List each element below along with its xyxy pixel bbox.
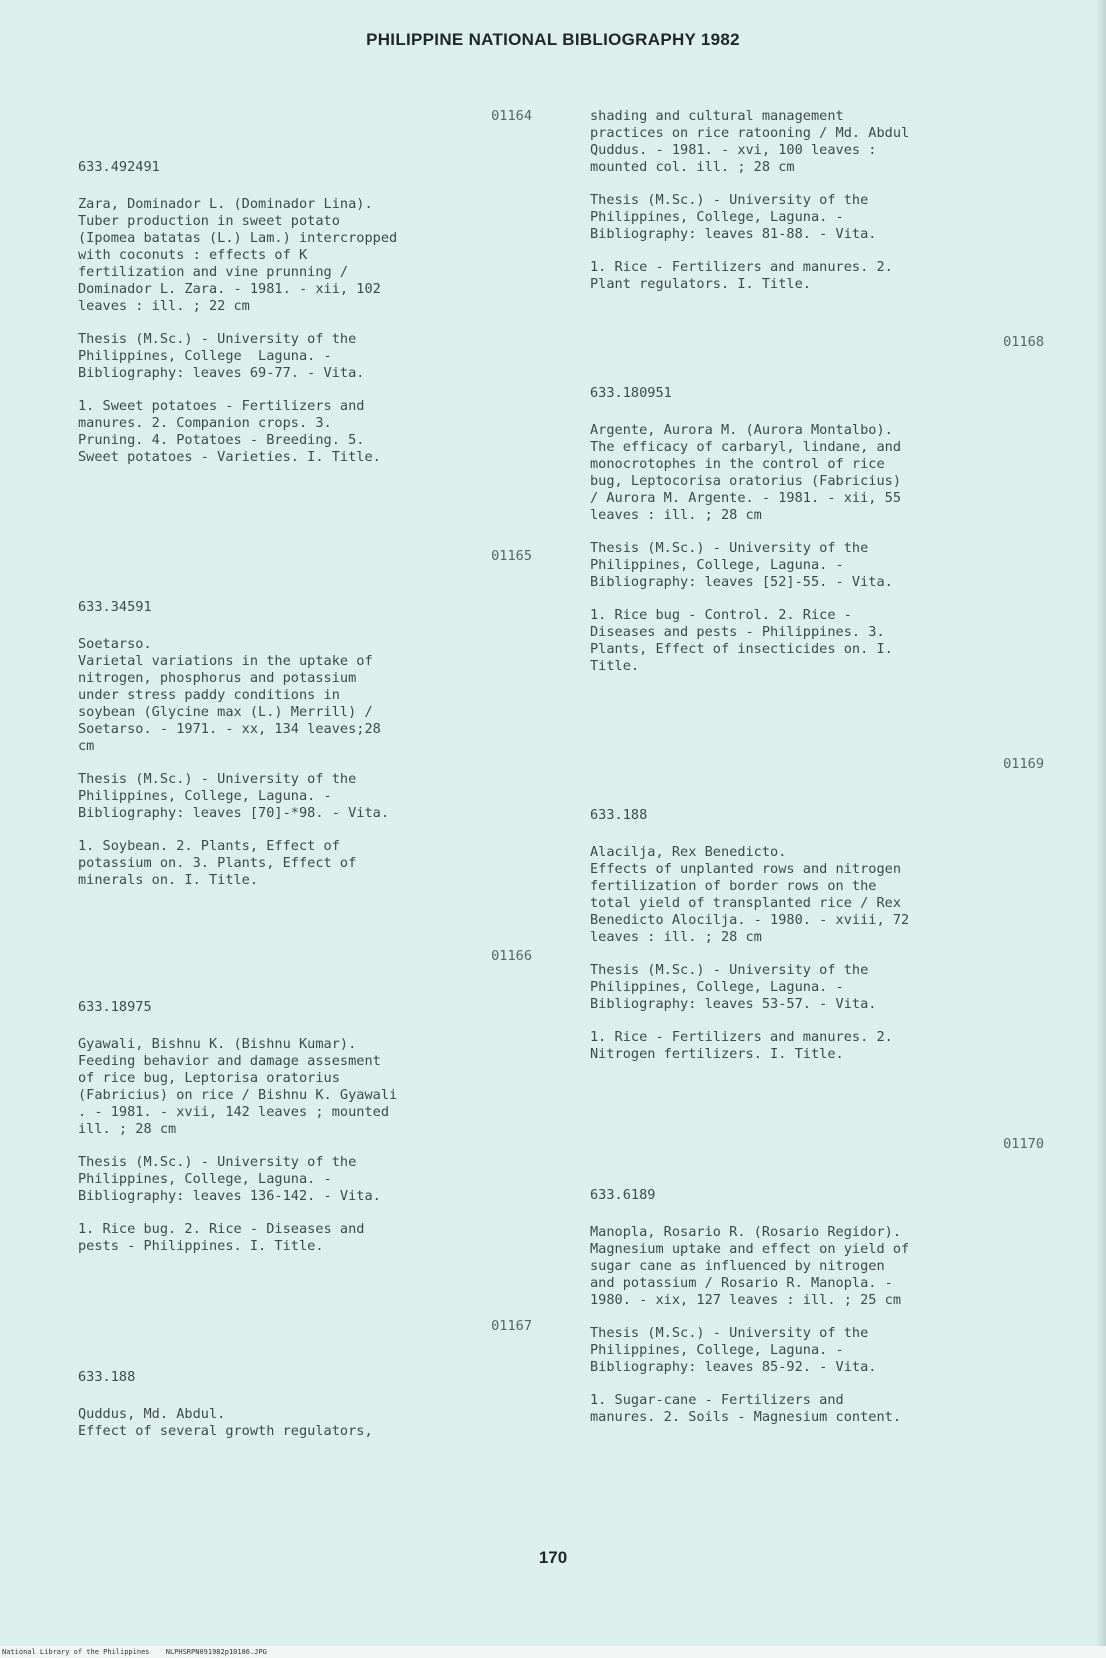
class-number: 633.180951: [590, 385, 672, 401]
accession-number: 01164: [491, 108, 532, 124]
footer-file: NLPHSRPN091982p10186.JPG: [165, 1648, 267, 1656]
bib-entry: [590, 1136, 1050, 1426]
entry-subjects: 1. Soybean. 2. Plants, Effect of potassium on. 3. Plants, Effect of minerals on. I. Title.: [78, 838, 357, 888]
entry-subjects: 1. Rice - Fertilizers and manures. 2. Plant regulators. I. Title.: [590, 259, 893, 292]
bib-entry: [590, 756, 1050, 1063]
entry-description: Soetarso. Varietal variations in the uptake of nitrogen, phosphorus and potassium under stress paddy conditions in soybean (Glycine max (L.) Merrill) / Soetarso. - 1971. - xx, 134 leaves;28 cm: [78, 636, 381, 754]
accession-number: 01170: [1003, 1136, 1044, 1152]
entry-notes: Thesis (M.Sc.) - University of the Philippines, College, Laguna. - Bibliography: leaves [52]-55. - Vita.: [590, 540, 893, 590]
accession-number: 01168: [1003, 334, 1044, 350]
entry-notes: Thesis (M.Sc.) - University of the Philippines, College, Laguna. - Bibliography: leaves 53-57. - Vita.: [590, 962, 877, 1012]
class-number: 633.6189: [590, 1187, 656, 1203]
entry-subjects: 1. Rice bug - Control. 2. Rice - Diseases and pests - Philippines. 3. Plants, Effect of insecticides on. I. Title.: [590, 607, 893, 674]
class-number: 633.188: [78, 1369, 136, 1385]
entry-description: Argente, Aurora M. (Aurora Montalbo). The efficacy of carbaryl, lindane, and monocrotophes in the control of rice bug, Leptocorisa oratorius (Fabricius) / Aurora M. Argente. - 1981. - xii, 55 leaves : ill. ; 28 cm: [590, 422, 901, 523]
class-number: 633.188: [590, 807, 648, 823]
footer-library: National Library of the Philippines: [2, 1648, 150, 1656]
entry-subjects: 1. Rice bug. 2. Rice - Diseases and pests - Philippines. I. Title.: [78, 1221, 365, 1254]
entry-notes: Thesis (M.Sc.) - University of the Philippines, College, Laguna. - Bibliography: leaves [70]-*98. - Vita.: [78, 771, 389, 821]
page-number: 170: [538, 1548, 568, 1567]
entry-description: Manopla, Rosario R. (Rosario Regidor). Magnesium uptake and effect on yield of sugar cane as influenced by nitrogen and potassium / Rosario R. Manopla. - 1980. - xix, 127 leaves : ill. ; 25 cm: [590, 1224, 910, 1308]
bib-entry: [78, 108, 538, 466]
entry-notes: Thesis (M.Sc.) - University of the Philippines, College, Laguna. - Bibliography: leaves 81-88. - Vita.: [590, 192, 877, 242]
entry-description: shading and cultural management practices on rice ratooning / Md. Abdul Quddus. - 1981. - xvi, 100 leaves : mounted col. ill. ; 28 cm: [590, 108, 910, 175]
entry-subjects: 1. Sweet potatoes - Fertilizers and manures. 2. Companion crops. 3. Pruning. 4. Potatoes - Breeding. 5. Sweet potatoes - Varieties. I. Title.: [78, 398, 381, 465]
entry-description: Zara, Dominador L. (Dominador Lina). Tuber production in sweet potato (Ipomea batatas (L.) Lam.) intercropped with coconuts : effects of K fertilization and vine prunning / Dominador L. Zara. - 1981. - xii, 102 leaves : ill. ; 22 cm: [78, 196, 398, 314]
entry-notes: Thesis (M.Sc.) - University of the Philippines, College, Laguna. - Bibliography: leaves 136-142. - Vita.: [78, 1154, 381, 1204]
class-number: 633.492491: [78, 159, 160, 175]
bib-entry: [78, 548, 538, 889]
entry-description: Quddus, Md. Abdul. Effect of several growth regulators,: [78, 1406, 373, 1439]
bib-entry-continued: [590, 108, 1050, 293]
accession-number: 01169: [1003, 756, 1044, 772]
page-edge-shadow: [1096, 0, 1106, 1646]
entry-notes: Thesis (M.Sc.) - University of the Philippines, College Laguna. - Bibliography: leaves 69-77. - Vita.: [78, 331, 365, 381]
accession-number: 01167: [491, 1318, 532, 1334]
entry-subjects: 1. Sugar-cane - Fertilizers and manures. 2. Soils - Magnesium content.: [590, 1392, 901, 1425]
entry-subjects: 1. Rice - Fertilizers and manures. 2. Nitrogen fertilizers. I. Title.: [590, 1029, 893, 1062]
accession-number: 01166: [491, 948, 532, 964]
bib-entry: [78, 948, 538, 1255]
accession-number: 01165: [491, 548, 532, 564]
bib-entry: [78, 1318, 538, 1440]
page-header: PHILIPPINE NATIONAL BIBLIOGRAPHY 1982: [366, 30, 740, 49]
entry-notes: Thesis (M.Sc.) - University of the Philippines, College, Laguna. - Bibliography: leaves 85-92. - Vita.: [590, 1325, 877, 1375]
class-number: 633.18975: [78, 999, 152, 1015]
scan-footer: [0, 1646, 1106, 1658]
entry-description: Alacilja, Rex Benedicto. Effects of unplanted rows and nitrogen fertilization of border rows on the total yield of transplanted rice / Rex Benedicto Alocilja. - 1980. - xviii, 72 leaves : ill. ; 28 cm: [590, 844, 910, 945]
entry-description: Gyawali, Bishnu K. (Bishnu Kumar). Feeding behavior and damage assesment of rice bug, Leptorisa oratorius (Fabricius) on rice / Bishnu K. Gyawali . - 1981. - xvii, 142 leaves ; mounted ill. ; 28 cm: [78, 1036, 398, 1137]
bib-entry: [590, 334, 1050, 675]
class-number: 633.34591: [78, 599, 152, 615]
